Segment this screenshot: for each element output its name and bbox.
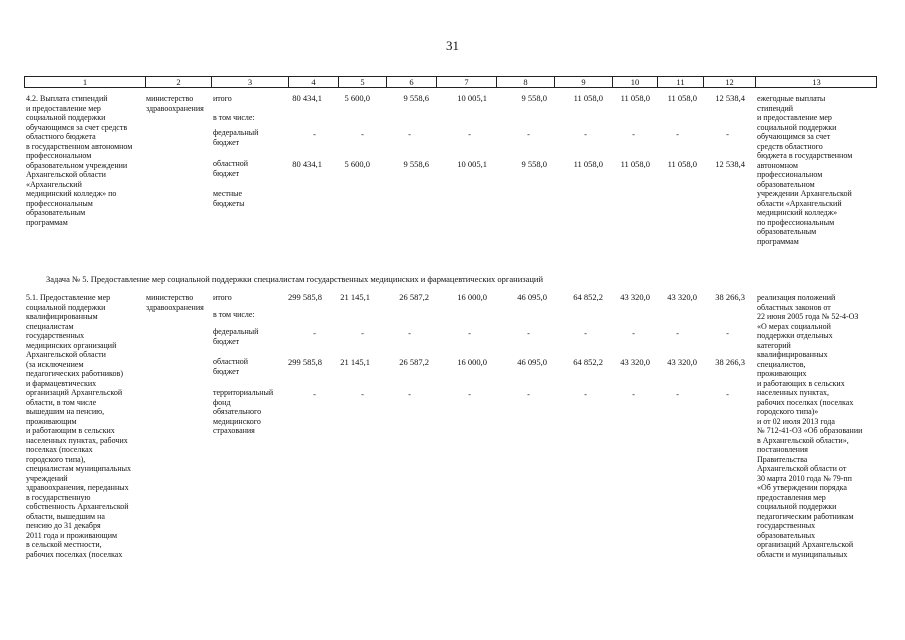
- value-cell: -: [527, 328, 530, 338]
- value-cell: -: [361, 129, 364, 139]
- value-cell: 299 585,8: [288, 292, 322, 302]
- value-cell: 43 320,0: [667, 292, 697, 302]
- row-4-2-source-federal: федеральный бюджет: [213, 128, 259, 147]
- header-col-2: 2: [146, 77, 212, 87]
- value-cell: 43 320,0: [620, 357, 650, 367]
- header-col-7: 7: [437, 77, 497, 87]
- value-cell: -: [632, 129, 635, 139]
- value-cell: 80 434,1: [292, 93, 322, 103]
- value-cell: -: [313, 129, 316, 139]
- value-cell: -: [676, 129, 679, 139]
- header-col-4: 4: [289, 77, 339, 87]
- value-cell: 11 058,0: [573, 93, 603, 103]
- value-cell: 11 058,0: [573, 159, 603, 169]
- value-cell: 9 558,0: [521, 159, 547, 169]
- value-cell: -: [468, 328, 471, 338]
- value-cell: 5 600,0: [344, 159, 370, 169]
- row-4-2-source-total: итого: [213, 94, 232, 103]
- value-cell: 38 266,3: [715, 357, 745, 367]
- row-4-2-result: ежегодные выплаты стипендий и предоставление мер социальной поддержки обучающимся за счет средств областного бюджета в государственном автономном профессиональном образовательном учреждении Архангельской области «Архангельский медицинский колледж» по профессиональным образовательным программам: [757, 94, 853, 246]
- header-col-12: 12: [704, 77, 756, 87]
- value-cell: -: [408, 129, 411, 139]
- page-number: 31: [446, 38, 459, 53]
- value-cell: -: [468, 129, 471, 139]
- value-cell: -: [676, 389, 679, 399]
- value-cell: -: [313, 328, 316, 338]
- row-5-1-source-federal: федеральный бюджет: [213, 327, 259, 346]
- value-cell: 11 058,0: [620, 159, 650, 169]
- value-cell: 38 266,3: [715, 292, 745, 302]
- value-cell: -: [313, 389, 316, 399]
- value-cell: 16 000,0: [457, 357, 487, 367]
- value-cell: -: [726, 129, 729, 139]
- table-header: [24, 76, 877, 88]
- row-4-2-executor: министерство здравоохранения: [146, 94, 204, 113]
- value-cell: -: [632, 389, 635, 399]
- header-col-3: 3: [212, 77, 289, 87]
- value-cell: 9 558,0: [521, 93, 547, 103]
- value-cell: 9 558,6: [403, 93, 429, 103]
- value-cell: -: [361, 389, 364, 399]
- value-cell: 299 585,8: [288, 357, 322, 367]
- row-5-1-description: 5.1. Предоставление мер социальной поддержки квалифицированным специалистам государственных медицинских организаций Архангельской области (за исключением педагогических работников) и фармацевтических организаций Архангельской области, в том числе вышедшим на пенсию, проживающим и работающим в сельских населенных пунктах, рабочих поселках (поселках городского типа), специалистам муниципальных учреждений здравоохранения, переданных в государственную собственность Архангельской области, вышедшим на пенсию до 31 декабря 2011 года и проживающим в сельской местности, рабочих поселках (поселках: [26, 293, 131, 559]
- value-cell: 5 600,0: [344, 93, 370, 103]
- header-col-11: 11: [658, 77, 704, 87]
- header-col-13: 13: [812, 77, 821, 87]
- value-cell: -: [584, 129, 587, 139]
- header-col-8: 8: [497, 77, 555, 87]
- value-cell: -: [676, 328, 679, 338]
- row-4-2-source-local: местные бюджеты: [213, 189, 245, 208]
- value-cell: 12 538,4: [715, 93, 745, 103]
- value-cell: -: [361, 328, 364, 338]
- value-cell: -: [408, 389, 411, 399]
- value-cell: 21 145,1: [340, 292, 370, 302]
- value-cell: -: [584, 328, 587, 338]
- row-5-1-result: реализация положений областных законов от 22 июня 2005 года № 52-4-ОЗ «О мерах социальной поддержки отдельных категорий квалифицированных специалистов, проживающих и работающих в сельских населенных пунктах, рабочих поселках (поселках городского типа)» и от 02 июля 2013 года № 712-41-ОЗ «Об образовании в Архангельской области», постановления Правительства Архангельской области от 30 марта 2010 года № 79-пп «Об утверждении порядка предоставления мер социальной поддержки педагогическим работникам государственных образовательных организаций Архангельской области и муниципальных: [757, 293, 863, 559]
- row-5-1-executor: министерство здравоохранения: [146, 293, 204, 312]
- value-cell: 26 587,2: [399, 357, 429, 367]
- value-cell: -: [632, 328, 635, 338]
- row-5-1-source-total: итого: [213, 293, 232, 302]
- value-cell: 10 005,1: [457, 159, 487, 169]
- value-cell: -: [584, 389, 587, 399]
- value-cell: 43 320,0: [667, 357, 697, 367]
- row-5-1-source-including: в том числе:: [213, 310, 255, 319]
- value-cell: -: [726, 328, 729, 338]
- row-5-1-source-regional: областной бюджет: [213, 357, 249, 376]
- value-cell: 11 058,0: [620, 93, 650, 103]
- value-cell: 26 587,2: [399, 292, 429, 302]
- value-cell: 64 852,2: [573, 357, 603, 367]
- value-cell: -: [527, 129, 530, 139]
- value-cell: 10 005,1: [457, 93, 487, 103]
- value-cell: 11 058,0: [667, 159, 697, 169]
- value-cell: 11 058,0: [667, 93, 697, 103]
- value-cell: 16 000,0: [457, 292, 487, 302]
- header-col-6: 6: [387, 77, 437, 87]
- header-col-5: 5: [339, 77, 387, 87]
- value-cell: -: [726, 389, 729, 399]
- value-cell: 46 095,0: [517, 357, 547, 367]
- row-5-1-source-tfoms: территориальный фонд обязательного медицинского страхования: [213, 388, 274, 435]
- value-cell: 12 538,4: [715, 159, 745, 169]
- header-col-10: 10: [613, 77, 658, 87]
- value-cell: -: [408, 328, 411, 338]
- header-col-9: 9: [555, 77, 613, 87]
- row-4-2-source-regional: областной бюджет: [213, 159, 249, 178]
- task-5-heading: Задача № 5. Предоставление мер социальной поддержки специалистам государственных медицинских и фармацевтических организаций: [46, 274, 544, 284]
- row-4-2-source-including: в том числе:: [213, 113, 255, 122]
- header-col-1: 1: [25, 77, 146, 87]
- row-4-2-description: 4.2. Выплата стипендий и предоставление мер социальной поддержки обучающимся за счет средств областного бюджета в государственном автономном профессиональном образовательном учреждении Архангельской области «Архангельский медицинский колледж» по профессиональным образовательным программам: [26, 94, 133, 227]
- value-cell: 43 320,0: [620, 292, 650, 302]
- value-cell: -: [527, 389, 530, 399]
- value-cell: -: [468, 389, 471, 399]
- value-cell: 21 145,1: [340, 357, 370, 367]
- value-cell: 80 434,1: [292, 159, 322, 169]
- value-cell: 64 852,2: [573, 292, 603, 302]
- value-cell: 9 558,6: [403, 159, 429, 169]
- value-cell: 46 095,0: [517, 292, 547, 302]
